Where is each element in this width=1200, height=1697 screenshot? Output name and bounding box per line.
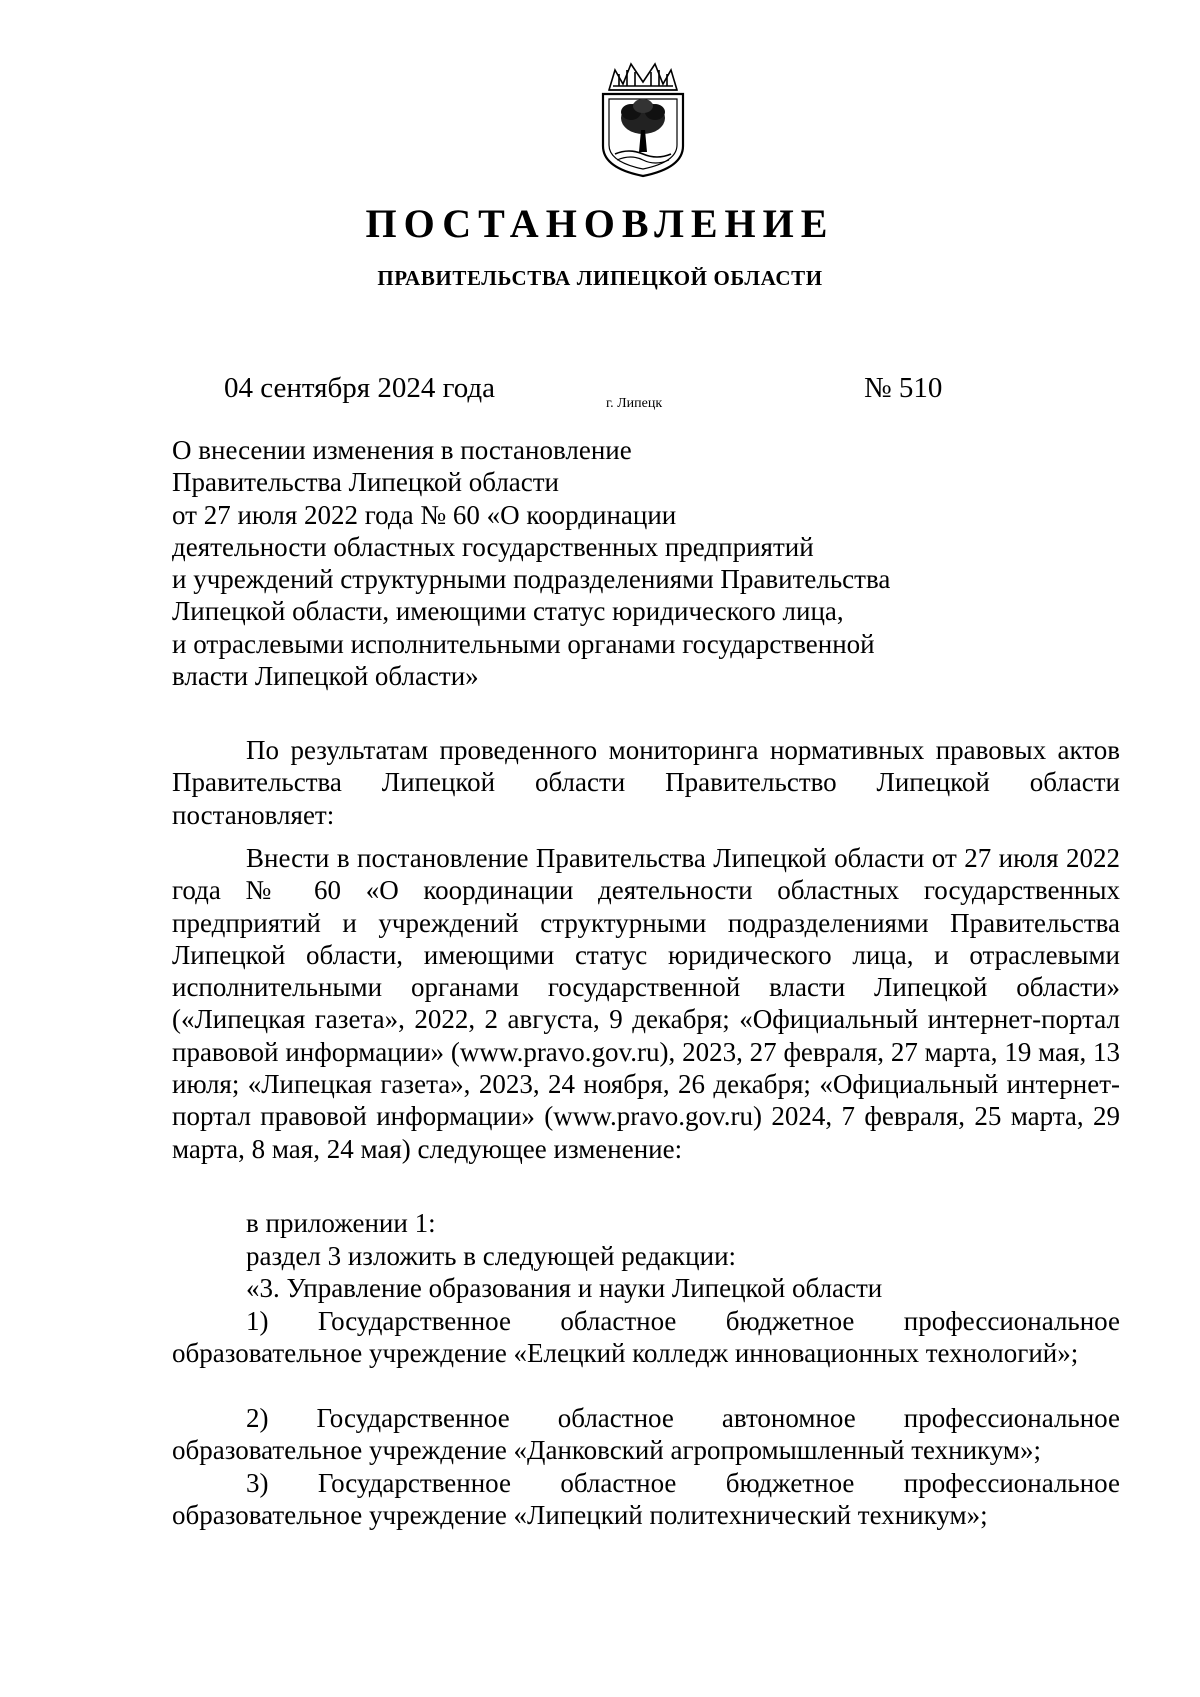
document-city: г. Липецк <box>606 396 663 411</box>
document-date: 04 сентября 2024 года <box>224 372 496 404</box>
body-line-appendix: в приложении 1: <box>246 1208 436 1238</box>
subject-line: от 27 июля 2022 года № 60 «О координации <box>172 499 677 530</box>
body-paragraph-amendment: Внести в постановление Правительства Липецкой области от 27 июля 2022 года № 60 «О координации деятельности областных государственных предприятий и учреждений структурными подразделениями Правительства Липецкой области, имеющими статус юридического лица, и отраслевыми исполнительными органами государственной власти Липецкой области» («Липецкая газета», 2022, 2 августа, 9 декабря; «Официальный интернет-портал правовой информации» (www.pravo.gov.ru), 2023, 27 февраля, 27 марта, 19 мая, 13 июля; «Липецкая газета», 2023, 24 ноября, 26 декабря; «Официальный интернет-портал правовой информации» (www.pravo.gov.ru) 2024, 7 февраля, 25 марта, 29 марта, 8 мая, 24 мая) следующее изменение: <box>172 843 1120 1164</box>
subject-line: Правительства Липецкой области <box>172 467 560 498</box>
subject-line: власти Липецкой области» <box>172 661 479 692</box>
list-item-rest: образовательное учреждение «Липецкий политехнический техникум»; <box>172 1500 988 1531</box>
subject-line: деятельности областных государственных предприятий <box>172 531 814 562</box>
list-item-first-line: 2) Государственное областное автономное профессиональное <box>246 1403 1120 1433</box>
document-number: № 510 <box>864 372 943 404</box>
subject-line: и учреждений структурными подразделениями Правительства <box>172 564 891 595</box>
list-item-first-line: 3) Государственное областное бюджетное профессиональное <box>246 1468 1120 1498</box>
body-paragraph-monitoring: По результатам проведенного мониторинга нормативных правовых актов Правительства Липецкой области Правительство Липецкой области постановляет: <box>172 735 1120 830</box>
list-item <box>172 1305 1120 1370</box>
list-item <box>172 1402 1120 1467</box>
document-title: ПОСТАНОВЛЕНИЕ <box>365 201 835 246</box>
list-item <box>172 1467 1120 1532</box>
document-issuer: ПРАВИТЕЛЬСТВА ЛИПЕЦКОЙ ОБЛАСТИ <box>377 266 823 290</box>
body-line-heading: «3. Управление образования и науки Липецкой области <box>246 1273 883 1303</box>
document-subject <box>172 434 992 692</box>
subject-line: и отраслевыми исполнительными органами государственной <box>172 628 875 659</box>
list-item-rest: образовательное учреждение «Данковский агропромышленный техникум»; <box>172 1435 1041 1466</box>
coat-of-arms-icon <box>595 60 691 180</box>
subject-line: Липецкой области, имеющими статус юридического лица, <box>172 596 844 627</box>
subject-line: О внесении изменения в постановление <box>172 435 632 465</box>
body-line-section: раздел 3 изложить в следующей редакции: <box>246 1241 737 1271</box>
list-item-rest: образовательное учреждение «Елецкий колледж инновационных технологий»; <box>172 1338 1079 1369</box>
list-item-first-line: 1) Государственное областное бюджетное профессиональное <box>246 1306 1120 1336</box>
